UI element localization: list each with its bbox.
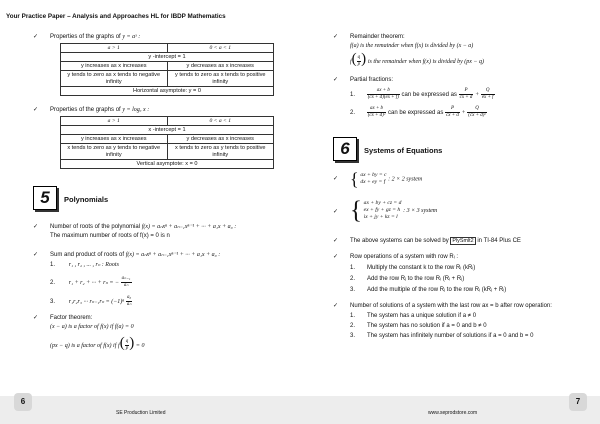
remainder-rule-1: f(a) is the remainder when f(x) is divided by (x − a): [350, 43, 474, 49]
solutions-heading: Number of solutions of a system with the last row ax = b after row operation:: [350, 303, 552, 309]
check-icon: ✓: [33, 252, 39, 258]
list-item: 2. r₁ + r₂ + ··· + rₙ = − $\frac{\text{aₙ₋₁}}{\text{aₙ}}$: [50, 276, 131, 288]
check-icon: ✓: [33, 315, 39, 321]
check-icon: ✓: [333, 77, 339, 83]
list-item: 1. r₁ , r₂ , ... , rₙ : Roots: [50, 262, 119, 268]
check-icon: ✓: [333, 176, 339, 182]
check-icon: ✓: [333, 209, 339, 215]
list-item: 1. The system has a unique solution if a ≠ 0: [350, 313, 477, 319]
section-number-badge: 6: [333, 137, 357, 161]
list-item: 1. Multiply the constant k to the row Rᵢ (kRᵢ): [350, 265, 476, 271]
log-props-heading: Properties of the graphs of y = logₐ x :: [50, 107, 150, 113]
page-number-right: 7: [569, 393, 587, 411]
partial-fractions-heading: Partial fractions:: [350, 77, 394, 83]
list-item: 2. $\frac{ax + b}{\text{(cx + d)²}}$ can be expressed as $\frac{P}{cx + d}$ + $\frac{Q}{\text{(cx + d)²}}$: [350, 106, 486, 118]
roots-heading: Number of roots of the polynomial f(x) = aₙxⁿ + aₙ₋₁xⁿ⁻¹ + ··· + a₁x + a₀ :: [50, 224, 237, 230]
roots-max: The maximum number of roots of f(x) = 0 is n: [50, 233, 170, 239]
check-icon: ✓: [33, 107, 39, 113]
list-item: 1. $\frac{ax + b}{(cx + d)(ex + f)}$ can be expressed as $\frac{P}{cx + d}$ + $\frac{Q}{ex + f}$: [350, 88, 494, 100]
factor-rule-1: (x − a) is a factor of f(x) if f(a) = 0: [50, 324, 134, 330]
exp-properties-table: a > 1 0 < a < 1 y -intercept = 1 y increases as x increases y decreases as x increases y tends to zero as x tends to negative infinity y tends to zero as x tends to positive infinity Horizontal asymptote: y = 0: [60, 43, 274, 96]
sum-product-heading: Sum and product of roots of f(x) = aₙxⁿ + aₙ₋₁xⁿ⁻¹ + ··· + a₁x + a₀ :: [50, 252, 221, 258]
check-icon: ✓: [333, 238, 339, 244]
factor-rule-2: (px − q) is a factor of f(x) if f( $\frac{q}{p}$ ) = 0: [50, 335, 145, 351]
exp-props-heading: Properties of the graphs of y = aˣ :: [50, 34, 141, 40]
system-3x3: { ax + by + cz = d ex + fy + gz = h ix + jy + kz = l : 3 × 3 system: [350, 197, 438, 224]
row-operations-heading: Row operations of a system with row Rᵢ :: [350, 254, 458, 260]
remainder-rule-2: f( $\frac{q}{p}$ ) is the remainder when f(x) is divided by (px − q): [350, 51, 484, 67]
list-item: 2. Add the row Rⱼ to the row Rᵢ (Rᵢ + Rⱼ): [350, 276, 465, 282]
system-2x2: { ax + by = c dx + ey = f : 2 × 2 system: [350, 169, 423, 189]
check-icon: ✓: [33, 224, 39, 230]
page-header: Your Practice Paper – Analysis and Approaches HL for IBDP Mathematics: [6, 13, 226, 20]
check-icon: ✓: [333, 303, 339, 309]
website: www.seprodstore.com: [428, 410, 478, 416]
section-title: Polynomials: [64, 195, 109, 204]
publisher: SE Production Limited: [116, 410, 166, 416]
solver-note: The above systems can be solved by PlySmlt2 in TI-84 Plus CE: [350, 238, 521, 244]
footer-bar: [0, 396, 600, 424]
section-title: Systems of Equations: [364, 146, 443, 155]
section-number-badge: 5: [33, 186, 57, 210]
check-icon: ✓: [333, 34, 339, 40]
list-item: 3. The system has infinitely number of solutions if a = 0 and b = 0: [350, 333, 534, 339]
check-icon: ✓: [33, 34, 39, 40]
check-icon: ✓: [333, 254, 339, 260]
remainder-heading: Remainder theorem:: [350, 34, 405, 40]
list-item: 3. Add the multiple of the row Rⱼ to the row Rᵢ (kRⱼ + Rᵢ): [350, 287, 507, 293]
list-item: 2. The system has no solution if a = 0 and b ≠ 0: [350, 323, 487, 329]
page-number-left: 6: [14, 393, 32, 411]
list-item: 3. r₁r₂r₃ ··· rₙ₋₁rₙ = (−1)ⁿ $\frac{\text{a₀}}{\text{aₙ}}$: [50, 295, 132, 307]
log-properties-table: a > 1 0 < a < 1 x -intercept = 1 y increases as x increases y decreases as x increases x tends to zero as y tends to negative infinity x tends to zero as y tends to positive infinity Vertical asymptote: x = 0: [60, 116, 274, 169]
factor-heading: Factor theorem:: [50, 315, 93, 321]
